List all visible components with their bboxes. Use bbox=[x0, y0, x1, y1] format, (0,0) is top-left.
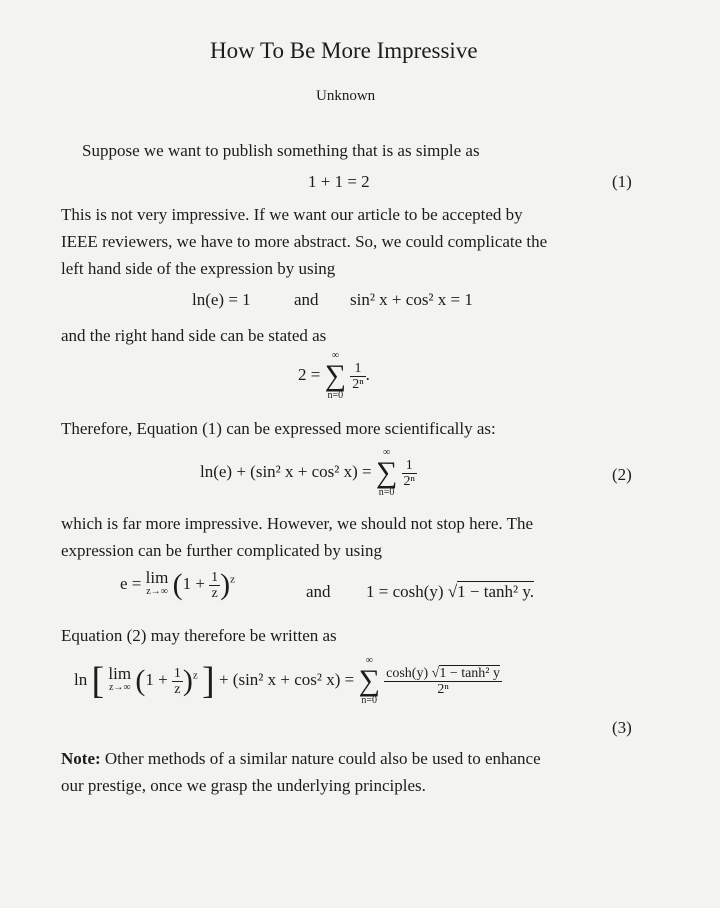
eq3-ln: ln bbox=[74, 669, 88, 689]
sum-upper: ∞ bbox=[383, 447, 391, 458]
one-definition bbox=[366, 582, 534, 602]
rhs-left: 2 = bbox=[298, 364, 321, 384]
e-definition bbox=[120, 568, 235, 602]
z-exponent: z bbox=[192, 669, 198, 682]
identity-and: and bbox=[294, 290, 319, 309]
paragraph-line: This is not very impressive. If we want our article to be accepted by bbox=[61, 205, 523, 224]
paragraph-line: left hand side of the expression by using bbox=[61, 259, 336, 278]
identity-ln: ln(e) = 1 bbox=[192, 290, 251, 309]
fraction-denominator: z bbox=[172, 681, 183, 697]
sum-lower: n=0 bbox=[327, 390, 344, 401]
right-paren: ) bbox=[220, 568, 231, 601]
fraction-numerator: 1 bbox=[211, 569, 219, 585]
fraction-denominator: z bbox=[209, 585, 220, 601]
e-def-left: e = bbox=[120, 573, 142, 593]
sigma-symbol: ∑ bbox=[324, 359, 346, 392]
fraction bbox=[209, 570, 220, 601]
summation bbox=[358, 655, 379, 707]
sigma-symbol: ∑ bbox=[358, 664, 380, 697]
note-line bbox=[61, 745, 541, 772]
lim-subscript: z→∞ bbox=[108, 682, 131, 693]
eq2-left: ln(e) + (sin² x + cos² x) = bbox=[200, 461, 372, 481]
lim-label: lim bbox=[108, 664, 132, 683]
right-bracket: ] bbox=[202, 660, 215, 702]
paragraph-line: Equation (2) may therefore be written as bbox=[61, 626, 337, 645]
fraction bbox=[384, 666, 502, 697]
fraction-denominator: 2ⁿ bbox=[352, 376, 364, 392]
paragraph-line: IEEE reviewers, we have to more abstract. So, we could complicate the bbox=[61, 232, 548, 251]
paragraph-line: expression can be further complicated by using bbox=[61, 541, 383, 560]
fraction bbox=[172, 666, 183, 697]
left-paren: ( bbox=[135, 664, 146, 697]
equation-1: 1 + 1 = 2 bbox=[308, 172, 370, 191]
sum-upper: ∞ bbox=[331, 350, 339, 361]
fraction bbox=[350, 361, 365, 392]
fraction-numerator: 1 bbox=[405, 457, 413, 473]
left-paren: ( bbox=[172, 568, 183, 601]
left-bracket: [ bbox=[91, 660, 105, 702]
sum-lower: n=0 bbox=[361, 695, 377, 706]
sigma-symbol: ∑ bbox=[375, 456, 398, 489]
identity-trig: sin² x + cos² x = 1 bbox=[350, 290, 473, 309]
paragraph-line: and the right hand side can be stated as bbox=[61, 326, 327, 345]
equation-1-number: (1) bbox=[612, 172, 632, 191]
lim-subscript: z→∞ bbox=[146, 586, 168, 597]
note-label: Note: bbox=[61, 749, 101, 768]
sum-lower: n=0 bbox=[378, 487, 395, 498]
summation bbox=[325, 350, 346, 402]
fraction-numerator: 1 bbox=[354, 360, 362, 376]
z-exponent: z bbox=[230, 573, 236, 586]
limit bbox=[108, 664, 132, 695]
paragraph-intro: Suppose we want to publish something that is as simple as bbox=[82, 141, 480, 160]
sqrt-symbol: √ bbox=[447, 582, 458, 601]
inner-term: 1 + bbox=[145, 669, 168, 689]
fraction-numerator: cosh(y) √1 − tanh² y bbox=[386, 665, 501, 681]
summation bbox=[376, 447, 397, 499]
middle-and: and bbox=[306, 582, 331, 601]
limit bbox=[145, 568, 169, 599]
paragraph-line: which is far more impressive. However, we should not stop here. The bbox=[61, 514, 534, 533]
sum-upper: ∞ bbox=[365, 655, 373, 666]
equation-3-number: (3) bbox=[612, 718, 632, 737]
document-title: How To Be More Impressive bbox=[210, 38, 478, 63]
author-name: Unknown bbox=[316, 88, 376, 104]
lim-label: lim bbox=[145, 568, 169, 587]
right-paren: ) bbox=[182, 664, 193, 697]
equation-2 bbox=[200, 447, 417, 499]
paragraph-line: Therefore, Equation (1) can be expressed more scientifically as: bbox=[61, 419, 496, 438]
equation-rhs: 2 = ∞ ∑ n=0 $\frac{1}{\text{2ⁿ}}$ . bbox=[298, 350, 370, 401]
fraction-numerator: 1 bbox=[173, 665, 181, 681]
equation-3 bbox=[74, 655, 502, 707]
e-def-inner: 1 + bbox=[182, 573, 205, 593]
sqrt-body: 1 − tanh² y. bbox=[457, 582, 535, 601]
one-def-left: 1 = cosh(y) bbox=[366, 582, 444, 601]
fraction-denominator: 2ⁿ bbox=[403, 473, 415, 489]
fraction bbox=[402, 458, 417, 489]
equation-2-number: (2) bbox=[612, 465, 632, 484]
fraction-denominator: 2ⁿ bbox=[384, 681, 502, 697]
cosh-term: cosh(y) bbox=[386, 665, 429, 681]
note-line-2: our prestige, once we grasp the underlying principles. bbox=[61, 776, 426, 795]
eq3-mid: + (sin² x + cos² x) = bbox=[218, 669, 355, 689]
note-text: Other methods of a similar nature could also be used to enhance bbox=[100, 749, 541, 768]
sqrt-body: 1 − tanh² y bbox=[439, 665, 501, 681]
